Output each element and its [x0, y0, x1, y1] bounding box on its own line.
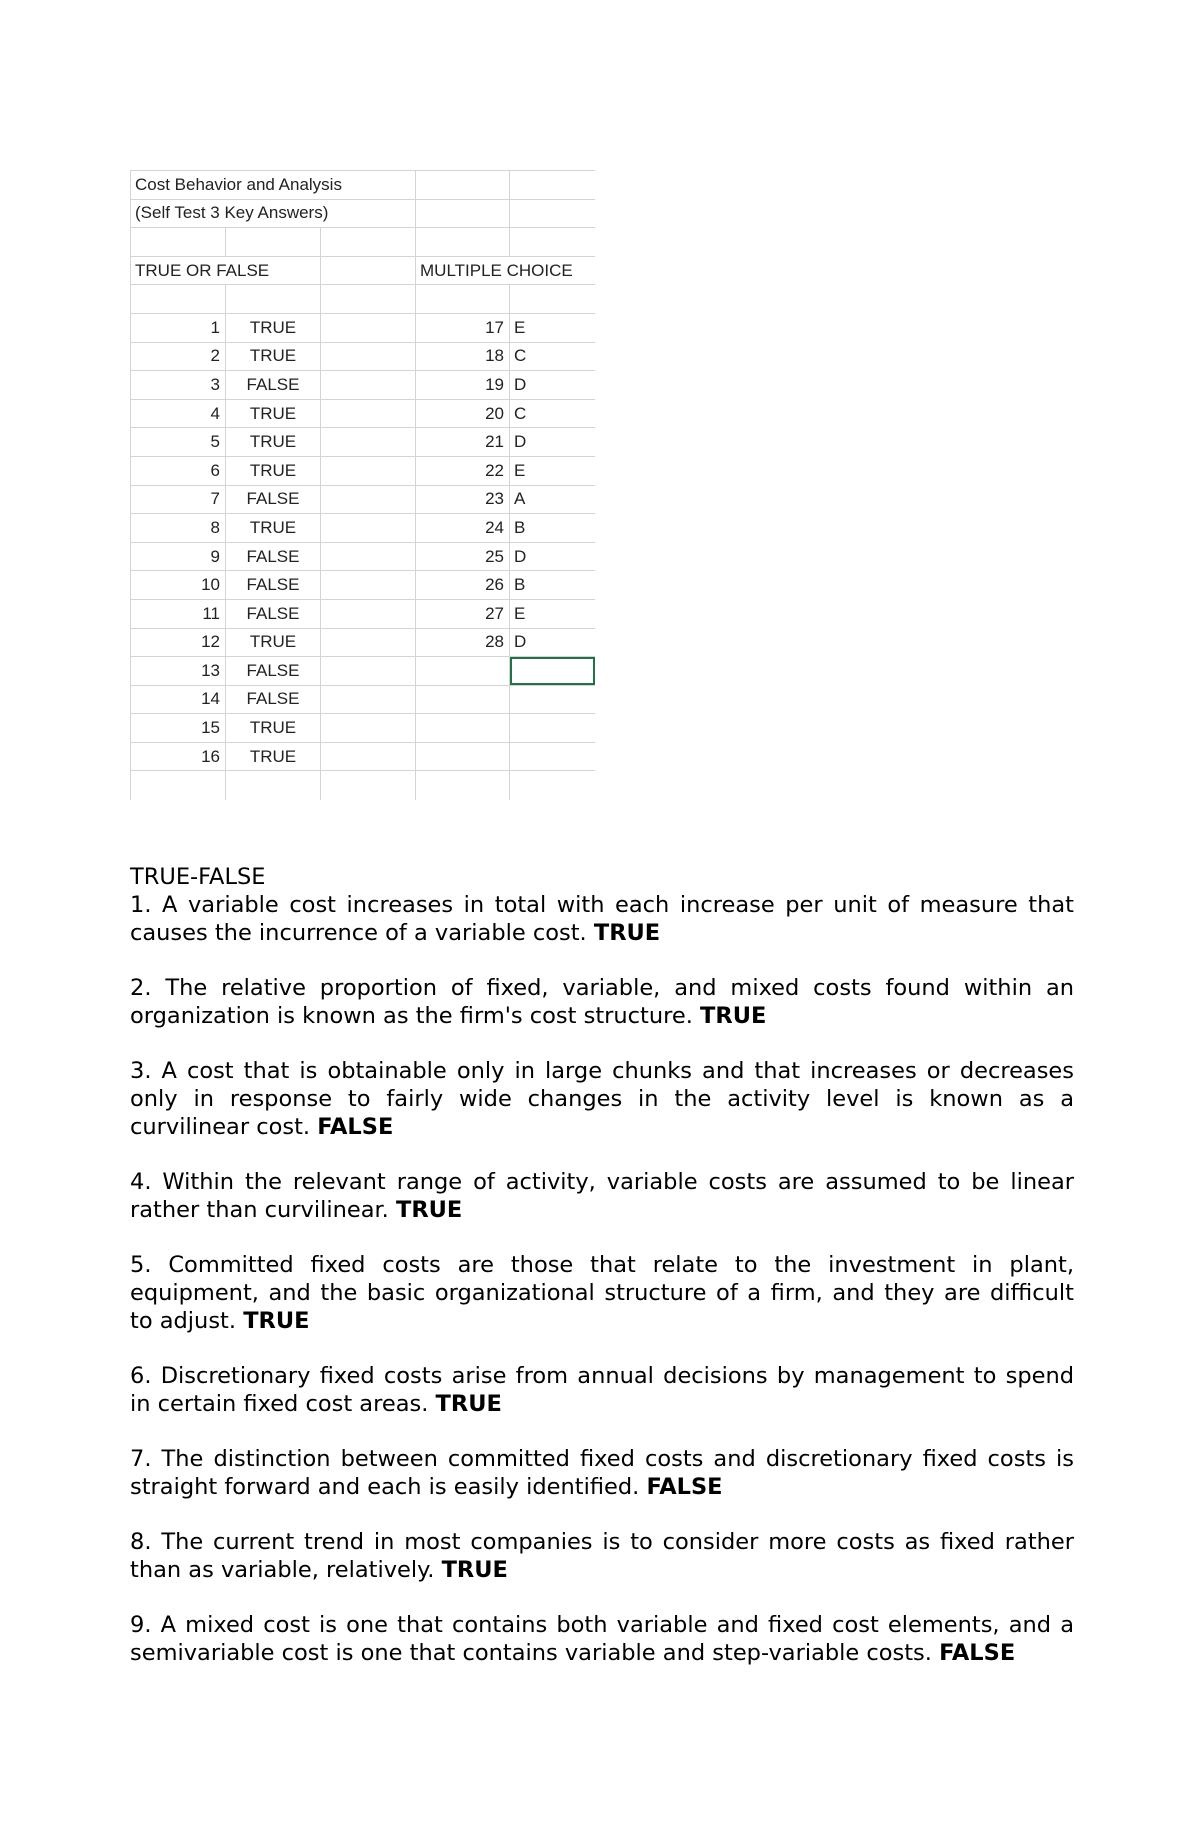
- question-answer: FALSE: [646, 1474, 723, 1500]
- true-false-section: [130, 863, 1074, 1694]
- mc-answer-cell[interactable]: D: [510, 628, 595, 657]
- mc-answer-cell[interactable]: [510, 742, 595, 771]
- selected-cell[interactable]: [510, 657, 595, 686]
- question-answer: FALSE: [317, 1114, 394, 1140]
- question-text: 8. The current trend in most companies is to consider more costs as fixed rather than as variable, relatively.: [130, 1529, 1074, 1583]
- answer-row: [131, 313, 595, 342]
- empty-cell[interactable]: [321, 742, 416, 771]
- mc-number-cell[interactable]: 26: [416, 571, 510, 600]
- empty-cell[interactable]: [321, 313, 416, 342]
- answer-row: [131, 485, 595, 514]
- empty-cell[interactable]: [321, 685, 416, 714]
- mc-number-cell[interactable]: [416, 742, 510, 771]
- tf-answer-cell[interactable]: TRUE: [226, 428, 321, 457]
- answer-key-table: [130, 170, 595, 800]
- tf-answer-cell[interactable]: TRUE: [226, 742, 321, 771]
- answer-row: [131, 514, 595, 543]
- tf-answer-cell[interactable]: FALSE: [226, 599, 321, 628]
- mc-number-cell[interactable]: [416, 685, 510, 714]
- mc-header-cell[interactable]: [416, 256, 573, 285]
- tf-answer-cell[interactable]: TRUE: [226, 456, 321, 485]
- tf-number-cell[interactable]: 5: [131, 428, 226, 457]
- empty-cell[interactable]: [321, 599, 416, 628]
- tf-number-cell[interactable]: 16: [131, 742, 226, 771]
- question-answer: TRUE: [441, 1557, 508, 1583]
- question-item: [130, 1445, 1074, 1501]
- mc-number-cell[interactable]: [416, 714, 510, 743]
- question-text: 1. A variable cost increases in total with each increase per unit of measure that causes the incurrence of a variable cost.: [130, 892, 1074, 946]
- question-answer: TRUE: [593, 920, 661, 946]
- tf-number-cell[interactable]: 14: [131, 685, 226, 714]
- question-item: [130, 1528, 1074, 1584]
- tf-answer-cell[interactable]: TRUE: [226, 313, 321, 342]
- mc-answer-cell[interactable]: C: [510, 342, 595, 371]
- mc-answer-cell[interactable]: [510, 771, 595, 800]
- sheet-header-row: [131, 256, 595, 285]
- answer-row: [131, 342, 595, 371]
- mc-answer-cell[interactable]: E: [510, 456, 595, 485]
- tf-number-cell[interactable]: 3: [131, 371, 226, 400]
- tf-answer-cell[interactable]: FALSE: [226, 685, 321, 714]
- mc-number-cell[interactable]: 28: [416, 628, 510, 657]
- question-answer: FALSE: [939, 1640, 1016, 1666]
- section-title: TRUE-FALSE: [130, 864, 266, 890]
- tf-number-cell[interactable]: 10: [131, 571, 226, 600]
- mc-answer-cell[interactable]: A: [510, 485, 595, 514]
- answer-row: [131, 685, 595, 714]
- mc-answer-cell[interactable]: [510, 685, 595, 714]
- question-answer: TRUE: [243, 1308, 310, 1334]
- tf-number-cell[interactable]: 7: [131, 485, 226, 514]
- answer-row: [131, 628, 595, 657]
- mc-answer-cell[interactable]: B: [510, 514, 595, 543]
- question-item: [130, 1168, 1074, 1224]
- tf-number-cell[interactable]: 2: [131, 342, 226, 371]
- tf-answer-cell[interactable]: FALSE: [226, 485, 321, 514]
- tf-answer-cell[interactable]: FALSE: [226, 571, 321, 600]
- mc-number-cell[interactable]: 23: [416, 485, 510, 514]
- mc-number-cell[interactable]: 22: [416, 456, 510, 485]
- answer-key-spreadsheet: [130, 170, 594, 810]
- question-text: 3. A cost that is obtainable only in large chunks and that increases or decreases only in response to fairly wide changes in the activity level is known as a curvilinear cost.: [130, 1058, 1074, 1140]
- empty-cell[interactable]: [321, 428, 416, 457]
- tf-answer-cell[interactable]: FALSE: [226, 657, 321, 686]
- question-item: [130, 1362, 1074, 1418]
- empty-cell[interactable]: [321, 628, 416, 657]
- mc-answer-cell[interactable]: E: [510, 313, 595, 342]
- mc-answer-cell[interactable]: [510, 714, 595, 743]
- question-answer: TRUE: [700, 1003, 767, 1029]
- mc-answer-cell[interactable]: E: [510, 599, 595, 628]
- answer-row: [131, 571, 595, 600]
- answer-row: [131, 742, 595, 771]
- question-item: [130, 1611, 1074, 1667]
- tf-answer-cell[interactable]: TRUE: [226, 399, 321, 428]
- sheet-subtitle: (Self Test 3 Key Answers): [135, 203, 329, 223]
- mc-header: MULTIPLE CHOICE: [420, 260, 573, 280]
- tf-answer-cell[interactable]: TRUE: [226, 628, 321, 657]
- tf-number-cell[interactable]: [131, 771, 226, 800]
- tf-answer-cell[interactable]: FALSE: [226, 371, 321, 400]
- mc-answer-cell[interactable]: C: [510, 399, 595, 428]
- answer-row: [131, 599, 595, 628]
- question-item: [130, 1251, 1074, 1335]
- tf-header: TRUE OR FALSE: [135, 260, 270, 280]
- tf-number-cell[interactable]: 12: [131, 628, 226, 657]
- sheet-empty-row: [131, 285, 595, 314]
- mc-number-cell[interactable]: 17: [416, 313, 510, 342]
- answer-row: [131, 771, 595, 800]
- sheet-subtitle-cell[interactable]: [131, 199, 329, 228]
- empty-cell[interactable]: [321, 485, 416, 514]
- question-item: [130, 974, 1074, 1030]
- question-item: [130, 1057, 1074, 1141]
- mc-number-cell[interactable]: [416, 657, 510, 686]
- question-text: 7. The distinction between committed fixed costs and discretionary fixed costs is straight forward and each is easily identified.: [130, 1446, 1074, 1500]
- tf-answer-cell[interactable]: FALSE: [226, 542, 321, 571]
- mc-number-cell[interactable]: 21: [416, 428, 510, 457]
- mc-answer-cell[interactable]: D: [510, 428, 595, 457]
- question-text: 4. Within the relevant range of activity, variable costs are assumed to be linear rather than curvilinear.: [130, 1169, 1074, 1223]
- empty-cell[interactable]: [321, 771, 416, 800]
- question-answer: TRUE: [395, 1197, 463, 1223]
- mc-number-cell[interactable]: [416, 771, 510, 800]
- tf-answer-cell[interactable]: TRUE: [226, 342, 321, 371]
- mc-number-cell[interactable]: 27: [416, 599, 510, 628]
- question-text: 5. Committed fixed costs are those that relate to the investment in plant, equipment, and the basic organizational structure of a firm, and they are difficult to adjust.: [130, 1252, 1074, 1334]
- empty-cell[interactable]: [321, 456, 416, 485]
- empty-cell[interactable]: [321, 342, 416, 371]
- tf-number-cell[interactable]: 4: [131, 399, 226, 428]
- answer-row: [131, 428, 595, 457]
- tf-number-cell[interactable]: 15: [131, 714, 226, 743]
- empty-cell[interactable]: [321, 542, 416, 571]
- mc-answer-cell[interactable]: B: [510, 571, 595, 600]
- tf-number-cell[interactable]: 1: [131, 313, 226, 342]
- empty-cell[interactable]: [321, 514, 416, 543]
- tf-answer-cell[interactable]: [226, 771, 321, 800]
- mc-answer-cell[interactable]: D: [510, 371, 595, 400]
- question-list: [130, 891, 1074, 1667]
- mc-number-cell[interactable]: 24: [416, 514, 510, 543]
- empty-cell[interactable]: [321, 371, 416, 400]
- mc-number-cell[interactable]: 19: [416, 371, 510, 400]
- answer-row: [131, 542, 595, 571]
- mc-number-cell[interactable]: 18: [416, 342, 510, 371]
- tf-number-cell[interactable]: 11: [131, 599, 226, 628]
- sheet-empty-row: [131, 228, 595, 257]
- question-text: 2. The relative proportion of fixed, variable, and mixed costs found within an organization is known as the firm's cost structure.: [130, 975, 1074, 1029]
- tf-header-cell[interactable]: [131, 256, 270, 285]
- tf-number-cell[interactable]: 8: [131, 514, 226, 543]
- empty-cell[interactable]: [321, 399, 416, 428]
- question-item: [130, 891, 1074, 947]
- answer-row: [131, 371, 595, 400]
- empty-cell[interactable]: [321, 571, 416, 600]
- answer-row: [131, 399, 595, 428]
- question-text: 6. Discretionary fixed costs arise from annual decisions by management to spend in certain fixed cost areas.: [130, 1363, 1074, 1417]
- answer-row: [131, 657, 595, 686]
- tf-number-cell[interactable]: 9: [131, 542, 226, 571]
- mc-number-cell[interactable]: 25: [416, 542, 510, 571]
- sheet-subtitle-row: [131, 199, 595, 228]
- tf-number-cell[interactable]: 13: [131, 657, 226, 686]
- mc-answer-cell[interactable]: D: [510, 542, 595, 571]
- empty-cell[interactable]: [321, 714, 416, 743]
- answer-row: [131, 714, 595, 743]
- sheet-title-cell[interactable]: [131, 171, 342, 200]
- tf-answer-cell[interactable]: TRUE: [226, 514, 321, 543]
- question-text: 9. A mixed cost is one that contains both variable and fixed cost elements, and a semivariable cost is one that contains variable and step-variable costs.: [130, 1612, 1074, 1666]
- answer-row: [131, 456, 595, 485]
- sheet-title: Cost Behavior and Analysis: [135, 174, 342, 194]
- tf-number-cell[interactable]: 6: [131, 456, 226, 485]
- question-answer: TRUE: [435, 1391, 502, 1417]
- mc-number-cell[interactable]: 20: [416, 399, 510, 428]
- empty-cell[interactable]: [321, 657, 416, 686]
- sheet-title-row: [131, 171, 595, 200]
- tf-answer-cell[interactable]: TRUE: [226, 714, 321, 743]
